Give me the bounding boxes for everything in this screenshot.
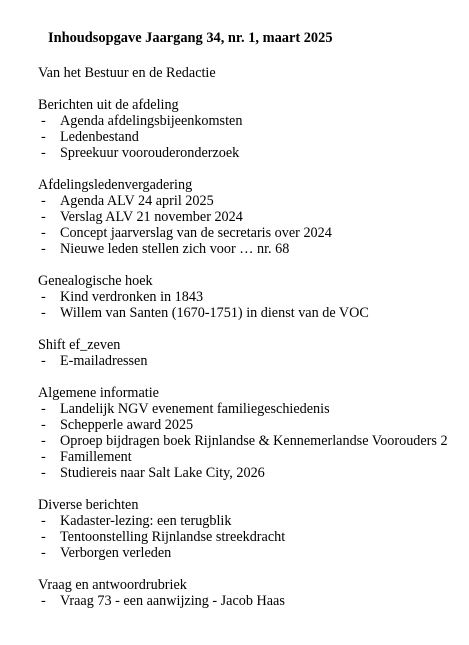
bullet-dash: - <box>41 145 46 161</box>
section-item-list <box>38 513 469 561</box>
toc-section <box>38 177 469 257</box>
intro-line: Van het Bestuur en de Redactie <box>38 65 216 81</box>
toc-item <box>38 449 469 465</box>
bullet-dash: - <box>41 433 46 449</box>
toc-section <box>38 577 469 609</box>
toc-item-label: Landelijk NGV evenement familiegeschiedenis <box>60 401 330 417</box>
toc-item <box>38 305 469 321</box>
toc-item-label: Spreekuur voorouderonderzoek <box>60 145 240 161</box>
bullet-dash: - <box>41 417 46 433</box>
toc-item <box>38 225 469 241</box>
section-heading: Shift ef_zeven <box>38 337 121 353</box>
section-heading: Vraag en antwoordrubriek <box>38 577 187 593</box>
toc-item <box>38 241 469 257</box>
bullet-dash: - <box>41 241 46 257</box>
toc-item <box>38 145 469 161</box>
section-item-list <box>38 593 469 609</box>
bullet-dash: - <box>41 545 46 561</box>
bullet-dash: - <box>41 513 46 529</box>
toc-item-label: Oproep bijdragen boek Rijnlandse & Kennemerlandse Voorouders 2 <box>60 433 448 449</box>
toc-item <box>38 465 469 481</box>
bullet-dash: - <box>41 289 46 305</box>
toc-item-label: Nieuwe leden stellen zich voor … nr. 68 <box>60 241 290 257</box>
toc-item <box>38 529 469 545</box>
bullet-dash: - <box>41 193 46 209</box>
bullet-dash: - <box>41 593 46 609</box>
toc-item <box>38 433 469 449</box>
toc-item-label: Willem van Santen (1670-1751) in dienst van de VOC <box>60 305 369 321</box>
section-item-list <box>38 113 469 161</box>
section-heading: Berichten uit de afdeling <box>38 97 179 113</box>
toc-item-label: Vraag 73 - een aanwijzing - Jacob Haas <box>60 593 285 609</box>
toc-section <box>38 97 469 161</box>
bullet-dash: - <box>41 209 46 225</box>
toc-section <box>38 273 469 321</box>
toc-item <box>38 193 469 209</box>
toc-item-label: Verslag ALV 21 november 2024 <box>60 209 243 225</box>
section-heading: Genealogische hoek <box>38 273 153 289</box>
toc-item-label: Ledenbestand <box>60 129 139 145</box>
bullet-dash: - <box>41 305 46 321</box>
toc-item-label: Studiereis naar Salt Lake City, 2026 <box>60 465 265 481</box>
toc-item-label: Kind verdronken in 1843 <box>60 289 204 305</box>
toc-item <box>38 545 469 561</box>
toc-item-label: Verborgen verleden <box>60 545 172 561</box>
bullet-dash: - <box>41 465 46 481</box>
section-heading: Algemene informatie <box>38 385 159 401</box>
toc-item-label: E-mailadressen <box>60 353 148 369</box>
toc-item <box>38 353 469 369</box>
toc-item <box>38 417 469 433</box>
toc-item-label: Concept jaarverslag van de secretaris over 2024 <box>60 225 332 241</box>
section-item-list <box>38 401 469 481</box>
bullet-dash: - <box>41 449 46 465</box>
table-of-contents <box>38 97 469 609</box>
toc-item <box>38 513 469 529</box>
toc-item-label: Tentoonstelling Rijnlandse streekdracht <box>60 529 286 545</box>
toc-item <box>38 129 469 145</box>
toc-section <box>38 385 469 481</box>
toc-section <box>38 337 469 369</box>
section-heading: Afdelingsledenvergadering <box>38 177 193 193</box>
section-item-list <box>38 193 469 257</box>
document-title: Inhoudsopgave Jaargang 34, nr. 1, maart 2025 <box>48 30 333 46</box>
toc-item-label: Famillement <box>60 449 132 465</box>
bullet-dash: - <box>41 353 46 369</box>
toc-item <box>38 209 469 225</box>
toc-item-label: Agenda ALV 24 april 2025 <box>60 193 214 209</box>
bullet-dash: - <box>41 529 46 545</box>
toc-section <box>38 497 469 561</box>
section-item-list <box>38 289 469 321</box>
toc-item-label: Agenda afdelingsbijeenkomsten <box>60 113 243 129</box>
bullet-dash: - <box>41 401 46 417</box>
toc-item <box>38 113 469 129</box>
toc-item <box>38 593 469 609</box>
toc-item-label: Schepperle award 2025 <box>60 417 194 433</box>
bullet-dash: - <box>41 113 46 129</box>
bullet-dash: - <box>41 129 46 145</box>
section-item-list <box>38 353 469 369</box>
section-heading: Diverse berichten <box>38 497 139 513</box>
toc-item <box>38 401 469 417</box>
bullet-dash: - <box>41 225 46 241</box>
toc-item <box>38 289 469 305</box>
toc-item-label: Kadaster-lezing: een terugblik <box>60 513 232 529</box>
